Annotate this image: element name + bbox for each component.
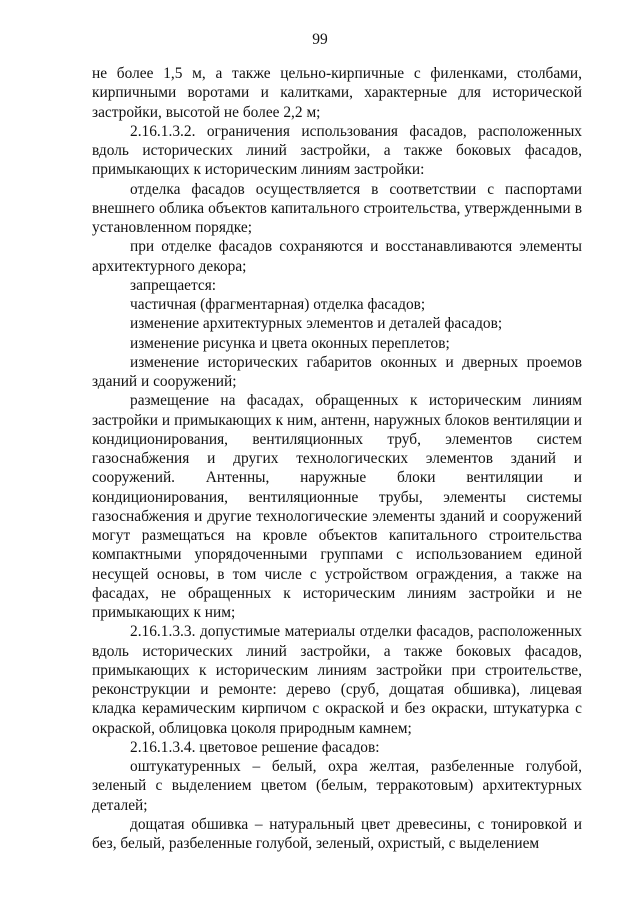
paragraph-prohibited-item-openings: изменение исторических габаритов оконных и дверных проемов зданий и сооружений; bbox=[92, 353, 582, 390]
paragraph-prohibited-heading: запрещается: bbox=[130, 276, 217, 294]
paragraph-prohibited-item-partial-finish: частичная (фрагментарная) отделка фасадов; bbox=[130, 296, 426, 313]
paragraph-2-16-1-3-2: 2.16.1.3.2. ограничения использования фасадов, расположенных вдоль исторических линий застройки, а также боковых фасадов, примыкающих к историческим линиям застройки: bbox=[92, 122, 582, 179]
paragraph-prohibited-item-architectural: изменение архитектурных элементов и деталей фасадов; bbox=[130, 315, 503, 333]
paragraph-boarding-colors: дощатая обшивка – натуральный цвет древесины, с тонировкой и без, белый, разбеленные голубой, зеленый, охристый, с выделением bbox=[92, 815, 582, 852]
paragraph-2-16-1-3-3: 2.16.1.3.3. допустимые материалы отделки фасадов, расположенных вдоль исторических линий застройки, а также боковых фасадов, примыкающих к историческим линиям застройки при строительстве, реконструкции и ремонте: дерево (сруб, дощатая обшивка), лицевая кладка керамическим кирпичом с окраской и без окраски, штукатурка с окраской, облицовка цоколя природным камнем; bbox=[92, 623, 582, 737]
paragraph-decor-restoration: при отделке фасадов сохраняются и восстанавливаются элементы архитектурного декора; bbox=[92, 238, 582, 275]
paragraph-prohibited-item-equipment: размещение на фасадах, обращенных к историческим линиям застройки и примыкающих к ним, антенн, наружных блоков вентиляции и кондиционирования, вентиляционных труб, элементов систем газоснабжения и других технологических элементов зданий и сооружений. Антенны, наружные блоки вентиляции и кондиционирования, вентиляционные трубы, элементы системы газоснабжения и другие технологические элементы зданий и сооружений могут размещаться на кровле объектов капитального строительства компактными упорядоченными группами с использованием единой несущей основы, в том числе с устройством ограждения, а также на фасадах, не обращенных к историческим линиям застройки и не примыкающих к ним; bbox=[92, 392, 582, 621]
document-body bbox=[92, 64, 582, 853]
paragraph-facade-finishing: отделка фасадов осуществляется в соответствии с паспортами внешнего облика объектов капитального строительства, утвержденными в установленном порядке; bbox=[92, 180, 582, 236]
paragraph-plastered-colors: оштукатуренных – белый, охра желтая, разбеленные голубой, зеленый с выделением цветом (белым, терракотовым) архитектурных деталей; bbox=[92, 758, 582, 814]
paragraph-continuation: не более 1,5 м, а также цельно-кирпичные с филенками, столбами, кирпичными воротами и калитками, характерные для исторической застройки, высотой не более 2,2 м; bbox=[92, 65, 582, 121]
paragraph-2-16-1-3-4: 2.16.1.3.4. цветовое решение фасадов: bbox=[130, 738, 380, 756]
paragraph-prohibited-item-window-frames: изменение рисунка и цвета оконных переплетов; bbox=[130, 334, 450, 352]
page-number: 99 bbox=[312, 31, 328, 48]
